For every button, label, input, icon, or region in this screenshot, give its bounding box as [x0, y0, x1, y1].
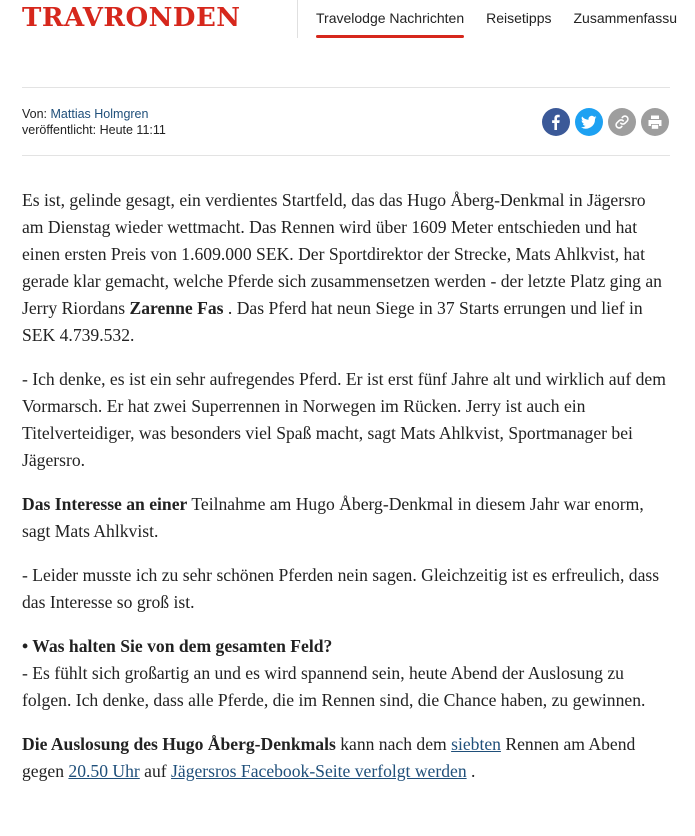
paragraph-intro — [22, 187, 670, 349]
nav-item-zusammenfassung[interactable]: Zusammenfassu — [573, 10, 677, 26]
print-button[interactable] — [641, 108, 669, 136]
share-bar — [542, 108, 669, 136]
copy-link-button[interactable] — [608, 108, 636, 136]
interview-answer: - Es fühlt sich großartig an und es wird spannend sein, heute Abend der Auslosung zu folgen. Ich denke, dass alle Pferde, die im Rennen sind, die Chance haben, zu gewinnen. — [22, 663, 646, 710]
paragraph-interest — [22, 491, 670, 545]
header-mask — [0, 38, 695, 58]
nav-item-travelodge-nachrichten[interactable]: Travelodge Nachrichten — [305, 0, 475, 38]
facebook-icon — [548, 114, 564, 130]
byline-from-label: Von: — [22, 107, 48, 121]
link-time[interactable]: 20.50 Uhr — [68, 761, 140, 781]
paragraph-quote: - Ich denke, es ist ein sehr aufregendes Pferd. Er ist erst fünf Jahre alt und wirklich auf dem Vormarsch. Er hat zwei Superrennen in Norwegen im Rücken. Jerry ist auch ein Titelverteidiger, was besonders viel Spaß macht, sagt Mats Ahlkvist, Sportmanager bei Jägersro. — [22, 369, 666, 470]
paragraph-text: Rennen am Abend gegen — [22, 734, 636, 781]
lead-in-bold: Das Interesse an einer — [22, 494, 188, 514]
link-facebook-page[interactable]: Jägersros Facebook-Seite verfolgt werden — [171, 761, 467, 781]
interview-question: • Was halten Sie von dem gesamten Feld? — [22, 636, 333, 656]
main-nav — [305, 0, 688, 38]
byline — [22, 106, 166, 138]
author-link[interactable]: Mattias Holmgren — [50, 107, 149, 121]
facebook-share-button[interactable] — [542, 108, 570, 136]
paragraph-text: . — [466, 761, 476, 781]
site-logo[interactable]: TRAVRONDEN — [22, 3, 241, 33]
link-icon — [614, 114, 630, 130]
horse-name: Zarenne Fas — [129, 298, 224, 318]
twitter-share-button[interactable] — [575, 108, 603, 136]
paragraph-text: kann nach dem — [335, 734, 452, 754]
lead-in-bold: Die Auslosung des Hugo Åberg-Denkmals — [22, 734, 336, 754]
paragraph-regret: - Leider musste ich zu sehr schönen Pferden nein sagen. Gleichzeitig ist es erfreulich, dass das Interesse so groß ist. — [22, 565, 660, 612]
link-siebten[interactable]: siebten — [451, 734, 501, 754]
paragraph-text: Teilnahme am Hugo Åberg-Denkmal in diesem Jahr war enorm, sagt Mats Ahlkvist. — [22, 494, 644, 541]
divider-bottom — [22, 155, 670, 156]
article-body — [22, 187, 670, 802]
header-divider — [297, 0, 298, 38]
paragraph-text: . Das Pferd hat neun Siege in 37 Starts errungen und lief in SEK 4.739.532. — [22, 298, 643, 345]
divider-top — [22, 87, 670, 88]
paragraph-text: auf — [139, 761, 172, 781]
site-header — [0, 0, 695, 38]
nav-item-reisetipps[interactable]: Reisetipps — [486, 10, 552, 26]
paragraph-draw — [22, 731, 670, 785]
paragraph-question — [22, 633, 670, 714]
twitter-icon — [581, 114, 597, 130]
print-icon — [647, 114, 663, 130]
published-date: veröffentlicht: Heute 11:11 — [22, 123, 166, 137]
paragraph-text: Es ist, gelinde gesagt, ein verdientes Startfeld, das das Hugo Åberg-Denkmal in Jägersro am Dienstag wieder wettmacht. Das Rennen wird über 1609 Meter entschieden und hat einen ersten Preis von 1.609.000 SEK. Der Sportdirektor der Strecke, Mats Ahlkvist, hat gerade klar gemacht, welche Pferde sich zusammensetzen werden - der letzte Platz ging an Jerry Riordans — [22, 190, 662, 318]
